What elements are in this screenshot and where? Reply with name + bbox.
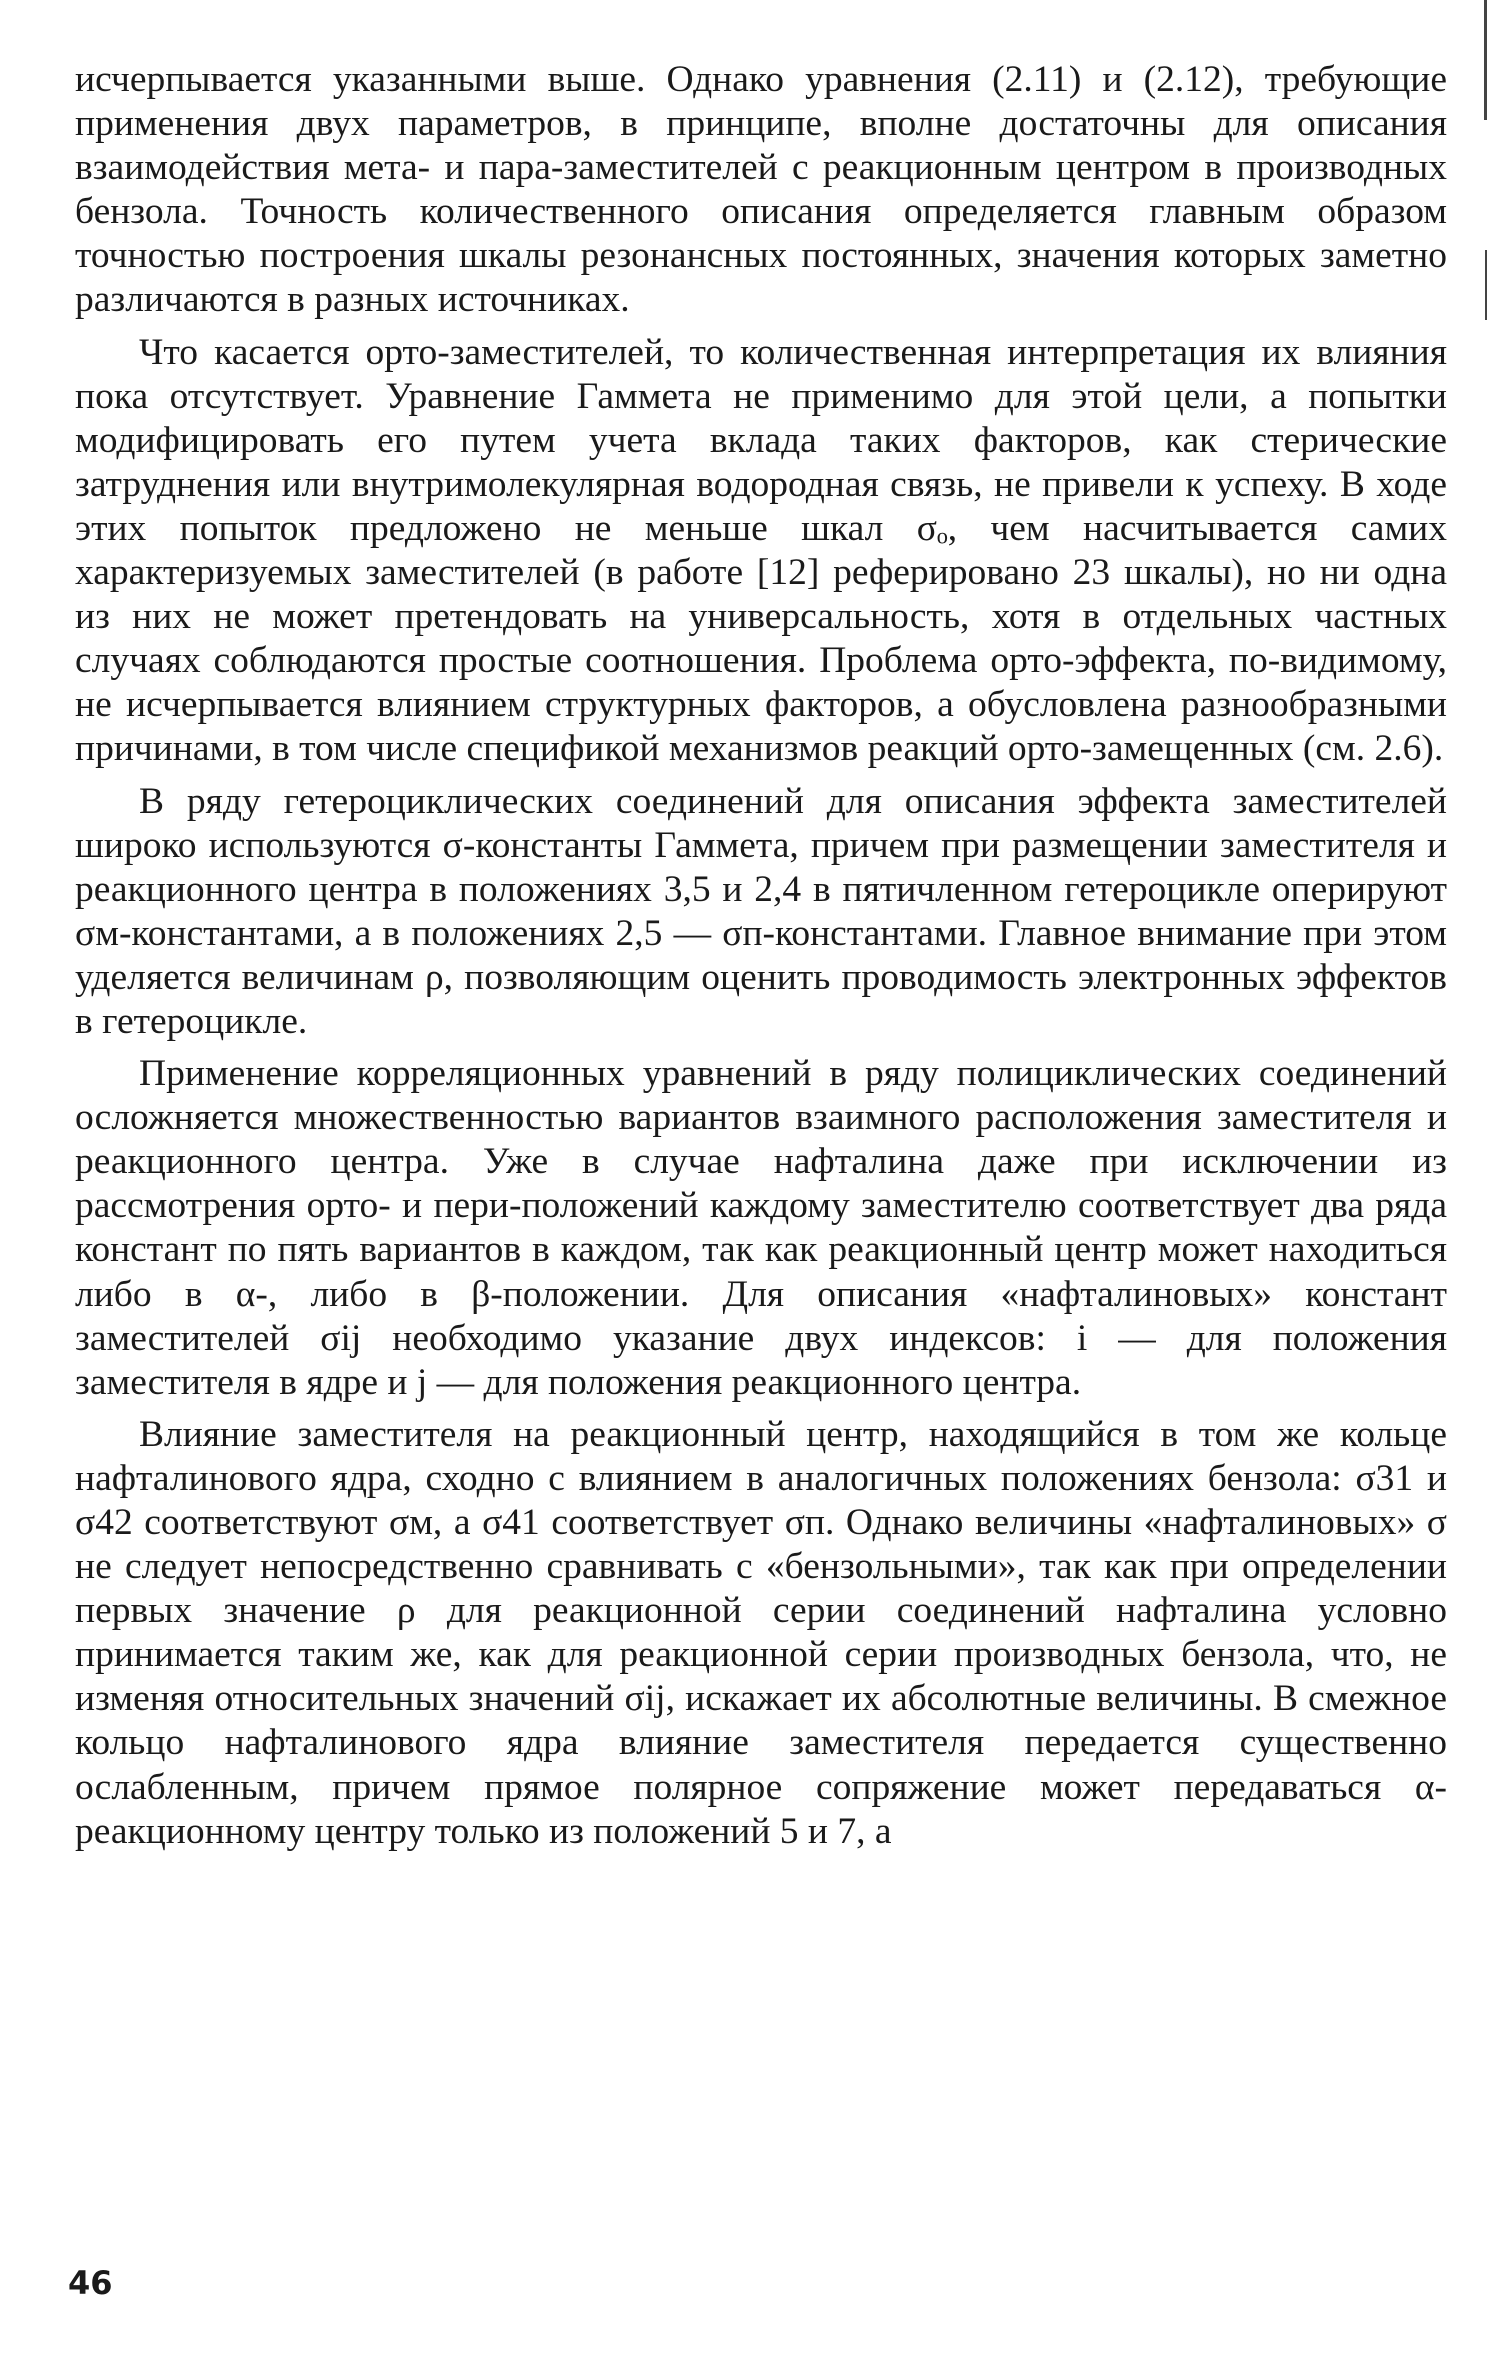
paragraph-4: Применение корреляционных уравнений в ряду полициклических соединений осложняется множественностью вариантов взаимного расположения заместителя и реакционного центра. Уже в случае нафталина даже при исключении из рассмотрения орто- и пери-положений каждому заместителю соответствует два ряда констант по пять вариантов в каждом, так как реакционный центр может находиться либо в α-, либо в β-положении. Для описания «нафталиновых» констант заместителей σij необходимо указание двух индексов: i — для положения заместителя в ядре и j — для положения реакционного центра. [75, 1053, 1447, 1403]
paragraph-2: Что касается орто-заместителей, то количественная интерпретация их влияния пока отсутствует. Уравнение Гаммета не применимо для этой цели, а попытки модифицировать его путем учета вклада таких факторов, как стерические затруднения или внутримолекулярная водородная связь, не привели к успеху. В ходе этих попыток предложено не меньше шкал σₒ, чем насчитывается самих характеризуемых заместителей (в работе [12] реферировано 23 шкалы), но ни одна из них не может претендовать на универсальность, хотя в отдельных частных случаях соблюдаются простые соотношения. Проблема орто-эффекта, по-видимому, не исчерпывается влиянием структурных факторов, а обусловлена разнообразными причинами, в том числе спецификой механизмов реакций орто-замещенных (см. 2.6). [75, 331, 1447, 770]
paragraph-3: В ряду гетероциклических соединений для описания эффекта заместителей широко используются σ-константы Гаммета, причем при размещении заместителя и реакционного центра в положениях 3,5 и 2,4 в пятичленном гетероцикле оперируют σм-константами, а в положениях 2,5 — σп-константами. Главное внимание при этом уделяется величинам ρ, позволяющим оценить проводимость электронных эффектов в гетероцикле. [75, 780, 1447, 1042]
body-text [75, 58, 1447, 1862]
paragraph-1: исчерпывается указанными выше. Однако уравнения (2.11) и (2.12), требующие применения двух параметров, в принципе, вполне достаточны для описания взаимодействия мета- и пара-заместителей с реакционным центром в производных бензола. Точность количественного описания определяется главным образом точностью построения шкалы резонансных постоянных, значения которых заметно различаются в разных источниках. [75, 59, 1447, 321]
page-number: 46 [68, 2264, 113, 2302]
scan-edge-mark [1485, 250, 1487, 320]
scan-edge-mark [1484, 0, 1487, 120]
paragraph-5: Влияние заместителя на реакционный центр, находящийся в том же кольце нафталинового ядра, сходно с влиянием в аналогичных положениях бензола: σ31 и σ42 соответствуют σм, а σ41 соответствует σп. Однако величины «нафталиновых» σ не следует непосредственно сравнивать с «бензольными», так как при определении первых значение ρ для реакционной серии соединений нафталина условно принимается таким же, как для реакционной серии производных бензола, что, не изменяя относительных значений σij, искажает их абсолютные величины. В смежное кольцо нафталинового ядра влияние заместителя передается существенно ослабленным, причем прямое полярное сопряжение может передаваться α-реакционному центру только из положений 5 и 7, а [75, 1413, 1447, 1852]
